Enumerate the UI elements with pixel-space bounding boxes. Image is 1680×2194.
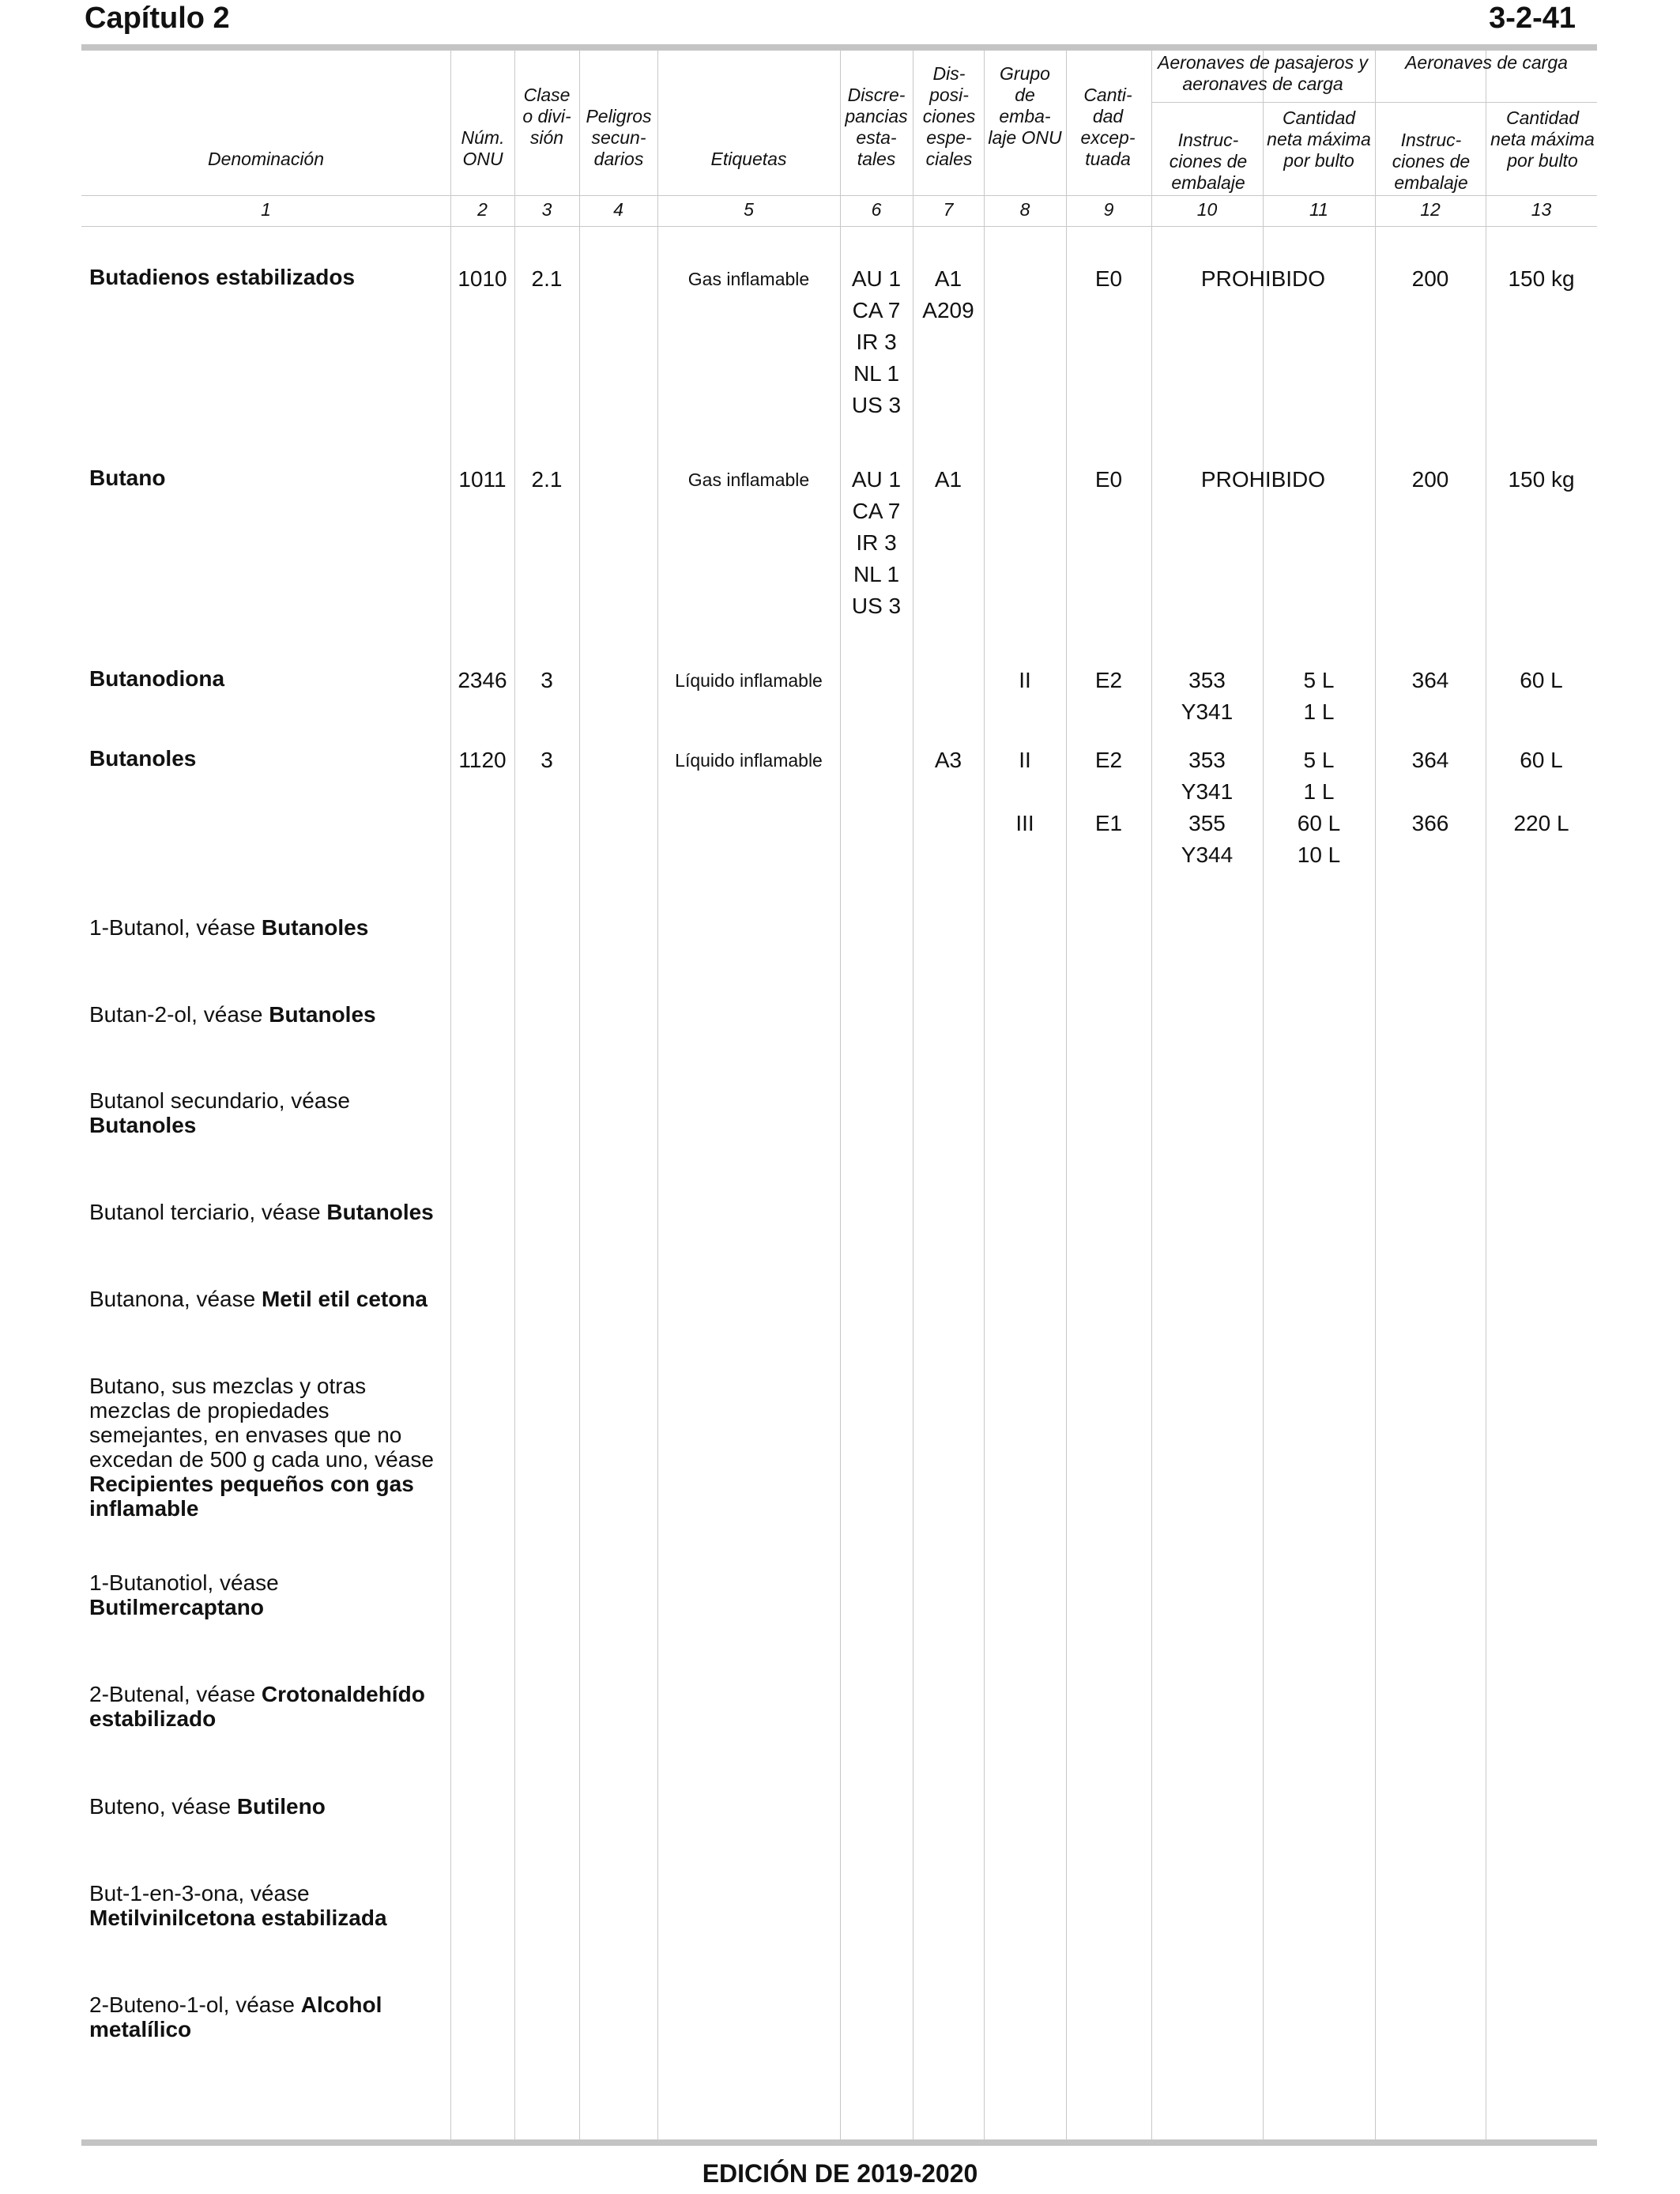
xref-text: 1-Butanotiol, véase [89,1570,279,1595]
entry-eq: E0 [1094,467,1123,492]
entry-pax-qty: 5 L 1 L 60 L 10 L [1297,748,1341,867]
xref-entry [89,1287,437,1311]
entry-label: Gas inflamable [687,269,810,289]
col-header-subsidiary: Peligros secun- darios [586,106,652,169]
col-header-variations: Discre- pancias esta- tales [845,85,908,169]
entry-variations: AU 1 CA 7 IR 3 NL 1 US 3 [851,467,902,618]
col-divider [984,51,985,2139]
col-header-labels: Etiquetas [710,149,787,169]
xref-text: 1-Butanol, véase [89,915,262,940]
edition-footer: EDICIÓN DE 2019-2020 [702,2159,978,2188]
xref-target: Butanoles [89,1113,197,1137]
xref-target: Metilvinilcetona estabilizada [89,1906,387,1930]
xref-entry [89,1570,437,1619]
entry-name-text: Butano [89,466,166,490]
entry-name [89,666,437,691]
col-number: 7 [943,199,954,220]
col-number: 13 [1531,199,1552,220]
xref-text: Butano, sus mezclas y otras mezclas de propiedades semejantes, en envases que no excedan de 500 g cada uno, véase [89,1374,434,1472]
col-header-cao-qty: Cantidad neta máxima por bulto [1490,107,1595,171]
xref-entry [89,1088,437,1137]
xref-text: Butanona, véase [89,1287,262,1311]
col-divider [514,51,515,2139]
xref-text: Butan-2-ol, véase [89,1002,269,1027]
col-number: 6 [871,199,882,220]
xref-entry [89,1881,437,1930]
col-header-name: Denominación [207,149,325,169]
entry-eq: E2 [1094,668,1123,692]
entry-un: 1011 [458,467,507,492]
col-header-pax-pi: Instruc- ciones de embalaje [1169,130,1248,193]
xref-text: 2-Buteno-1-ol, véase [89,1992,301,2017]
xref-text: 2-Butenal, véase [89,1682,262,1706]
col-header-eq: Canti- dad excep- tuada [1080,85,1136,169]
xref-text: But-1-en-3-ona, véase [89,1881,310,1906]
chapter-title: Capítulo 2 [85,2,230,35]
entry-label: Líquido inflamable [675,670,823,691]
col-header-un: Núm. ONU [461,127,505,169]
xref-target: Butanoles [326,1200,434,1224]
entry-pax-pi: 353 Y341 355 Y344 [1181,748,1234,867]
xref-entry [89,1992,437,2041]
col-number: 12 [1420,199,1441,220]
col-number: 3 [541,199,552,220]
entry-pax-pi: 353 Y341 [1181,668,1234,724]
col-divider [1375,51,1376,2139]
xref-entry [89,1794,437,1819]
xref-entry [89,1200,437,1224]
entry-cao-qty: 60 L 220 L [1513,748,1569,835]
xref-text: Buteno, véase [89,1794,237,1819]
top-rule [81,44,1597,51]
entry-name [89,466,437,490]
entry-class: 3 [541,748,553,772]
entry-pg: II III [1015,748,1034,835]
col-number: 9 [1103,199,1114,220]
entry-name-text: Butadienos estabilizados [89,265,356,289]
col-divider [450,51,451,2139]
xref-target: Butanoles [261,915,369,940]
entry-cao-pi: 200 [1411,467,1449,492]
entry-variations: AU 1 CA 7 IR 3 NL 1 US 3 [851,266,902,417]
xref-entry [89,1374,437,1521]
entry-pg: II [1019,668,1031,692]
xref-entry [89,915,437,940]
col-header-cao-pi: Instruc- ciones de embalaje [1392,130,1471,193]
xref-text: Butanol secundario, véase [89,1088,350,1113]
col-header-class: Clase o divi- sión [522,85,571,148]
entry-cao-pi: 364 [1411,668,1449,692]
xref-target: Butileno [236,1794,326,1819]
entry-name-text: Butanoles [89,746,197,771]
entry-un: 1120 [458,748,507,772]
entry-cao-pi: 200 [1411,266,1449,291]
xref-entry [89,1002,437,1027]
group-header-line [1151,102,1597,103]
xref-entry [89,1682,437,1731]
entry-un: 2346 [458,668,507,692]
col-divider [1066,51,1067,2139]
xref-target: Alcohol metalílico [89,1992,382,2041]
entry-un: 1010 [458,266,507,291]
entry-cao-qty: 150 kg [1508,266,1575,291]
entry-label: Líquido inflamable [675,750,823,771]
xref-target: Butilmercaptano [89,1595,264,1619]
xref-target: Butanoles [269,1002,376,1027]
xref-target: Recipientes pequeños con gas inflamable [89,1472,414,1521]
col-divider [1151,51,1152,2139]
col-header-special: Dis- posi- ciones espe- ciales [922,63,976,169]
entry-special: A1 [934,467,962,492]
xref-target: Crotonaldehído estabilizado [89,1682,425,1731]
entry-cao-pi: 364 366 [1411,748,1449,835]
entry-class: 2.1 [531,266,563,291]
col-divider [579,51,580,2139]
col-number: 4 [613,199,623,220]
col-header-pg: Grupo de emba- laje ONU [988,63,1062,148]
col-number: 5 [744,199,754,220]
header-line [81,195,1597,196]
bottom-rule [81,2139,1597,2146]
col-header-pax-qty: Cantidad neta máxima por bulto [1267,107,1371,171]
entry-eq: E2 E1 [1094,748,1123,835]
entry-name [89,265,437,289]
entry-eq: E0 [1094,266,1123,291]
entry-special: A1 A209 [922,266,974,322]
entry-name-text: Butanodiona [89,666,225,691]
entry-cao-qty: 60 L [1520,668,1563,692]
number-row-line [81,226,1597,227]
page-number: 3-2-41 [1489,2,1576,35]
entry-pax-qty: 5 L 1 L [1303,668,1335,724]
col-number: 1 [261,199,271,220]
xref-target: Metil etil cetona [261,1287,428,1311]
entry-label: Gas inflamable [687,469,810,490]
col-number: 8 [1019,199,1030,220]
entry-class: 3 [541,668,553,692]
col-number: 10 [1196,199,1218,220]
col-number: 11 [1309,199,1328,220]
col-divider [1263,51,1264,2139]
entry-pax-prohibited: PROHIBIDO [1200,266,1326,291]
entry-pax-prohibited: PROHIBIDO [1200,467,1326,492]
entry-class: 2.1 [531,467,563,492]
entry-name [89,746,437,771]
col-divider [657,51,658,2139]
entry-special: A3 [934,748,962,772]
xref-text: Butanol terciario, véase [89,1200,327,1224]
col-number: 2 [477,199,488,220]
col-header-pax-group: Aeronaves de pasajeros y aeronaves de carga [1158,52,1368,94]
entry-cao-qty: 150 kg [1508,467,1575,492]
col-header-cao-group: Aeronaves de carga [1405,52,1568,73]
